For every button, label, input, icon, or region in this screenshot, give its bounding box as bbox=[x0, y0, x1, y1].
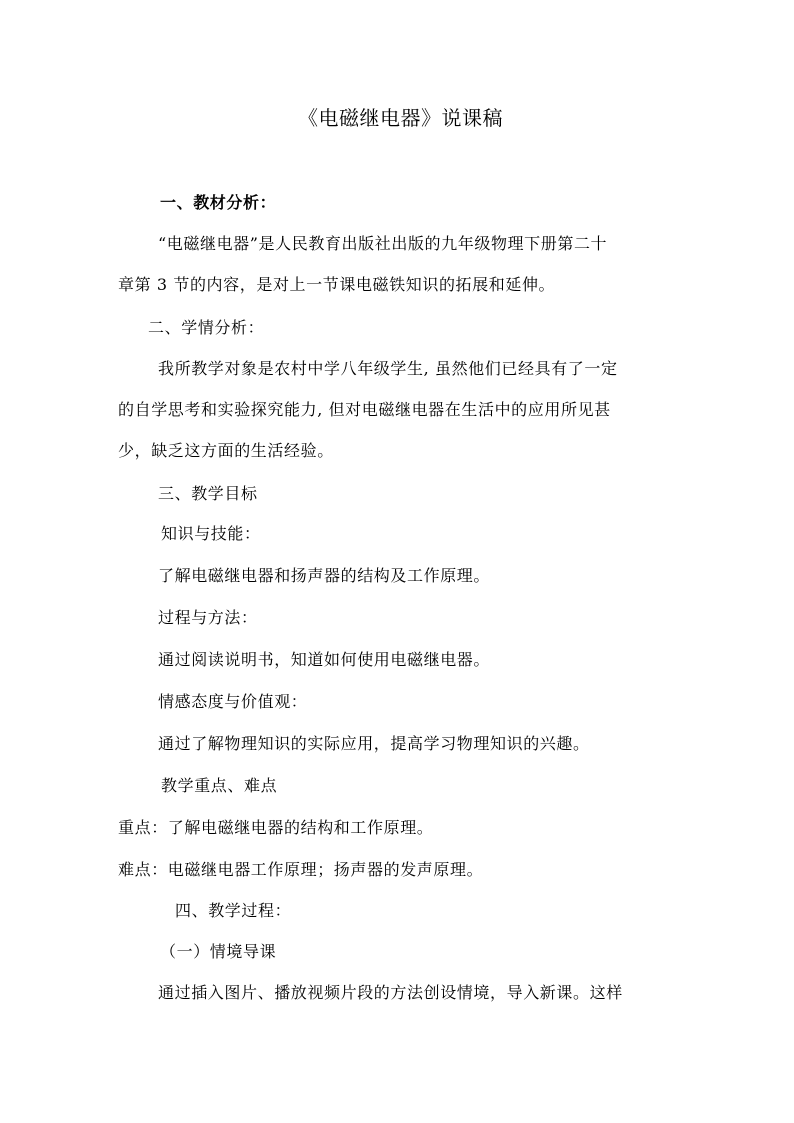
paragraph-line: 我所教学对象是农村中学八年级学生, 虽然他们已经具有了一定 bbox=[158, 359, 618, 378]
key-point-text: 重点：了解电磁继电器的结构和工作原理。 bbox=[118, 818, 434, 837]
section-heading-teaching-process: 四、教学过程： bbox=[175, 901, 292, 920]
subheading-process-method: 过程与方法： bbox=[158, 608, 258, 627]
paragraph-line: 的自学思考和实验探究能力, 但对电磁继电器在生活中的应用所见甚 bbox=[118, 400, 611, 419]
subheading-attitude-values: 情感态度与价值观： bbox=[158, 692, 308, 711]
paragraph-line: “电磁继电器”是人民教育出版社出版的九年级物理下册第二十 bbox=[158, 234, 608, 253]
subheading-scenario-intro: （一）情境导课 bbox=[160, 942, 277, 961]
paragraph-line: 少，缺乏这方面的生活经验。 bbox=[118, 441, 334, 460]
paragraph-line: 通过插入图片、播放视频片段的方法创设情境，导入新课。这样 bbox=[158, 983, 623, 1002]
section-heading-textbook-analysis: 一、教材分析： bbox=[160, 193, 277, 212]
paragraph-line: 章第 3 节的内容，是对上一节课电磁铁知识的拓展和延伸。 bbox=[118, 275, 556, 294]
subheading-knowledge-skills: 知识与技能： bbox=[161, 524, 261, 543]
subheading-key-points: 教学重点、难点 bbox=[161, 776, 278, 795]
goal-text: 通过了解物理知识的实际应用，提高学习物理知识的兴趣。 bbox=[158, 734, 590, 753]
goal-text: 了解电磁继电器和扬声器的结构及工作原理。 bbox=[158, 566, 491, 585]
goal-text: 通过阅读说明书，知道如何使用电磁继电器。 bbox=[158, 650, 491, 669]
section-heading-student-analysis: 二、学情分析： bbox=[148, 318, 265, 337]
document-title: 《电磁继电器》说课稿 bbox=[298, 106, 503, 130]
section-heading-teaching-goals: 三、教学目标 bbox=[158, 484, 258, 503]
difficulty-text: 难点：电磁继电器工作原理；扬声器的发声原理。 bbox=[118, 860, 484, 879]
